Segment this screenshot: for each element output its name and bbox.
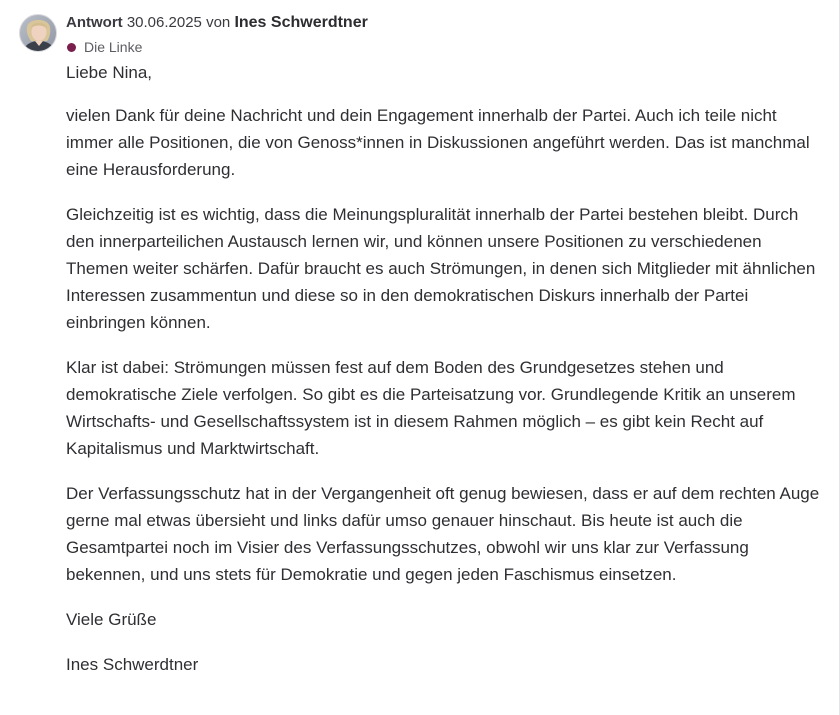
answer-header — [66, 12, 368, 34]
answer-date: 30.06.2025 — [126, 14, 202, 31]
letter-paragraph: Gleichzeitig ist es wichtig, dass die Meinungspluralität innerhalb der Partei bestehen bleibt. Durch den innerparteilichen Austausch lernen wir, und können unsere Positionen zu verschiedenen Themen weiter schärfen. Dafür braucht es auch Strömungen, in denen sich Mitglieder mit ähnlichen Interessen zusammentun und diese so in den demokratischen Diskurs innerhalb der Partei einbringen können. — [66, 205, 816, 332]
author-avatar[interactable] — [19, 14, 57, 52]
letter-greeting: Liebe Nina, — [66, 63, 153, 82]
party-line — [66, 37, 142, 57]
party-name: Die Linke — [84, 39, 143, 55]
author-name-link[interactable]: Ines Schwerdtner — [234, 14, 368, 31]
letter-closing: Viele Grüße — [66, 610, 157, 629]
answer-label: Antwort — [66, 14, 123, 31]
by-word: von — [206, 14, 231, 31]
letter-signature: Ines Schwerdtner — [66, 655, 199, 674]
avatar-portrait-image — [20, 15, 57, 52]
letter-paragraph: vielen Dank für deine Nachricht und dein Engagement innerhalb der Partei. Auch ich teile nicht immer alle Positionen, die von Genoss*innen in Diskussionen angeführt werden. Das ist manchmal eine Herausforderung. — [66, 106, 810, 179]
answer-body — [66, 59, 826, 696]
letter-paragraph: Der Verfassungsschutz hat in der Vergangenheit oft genug bewiesen, dass er auf dem rechten Auge gerne mal etwas übersieht und links dafür umso genauer hinschaut. Bis heute ist auch die Gesamtpartei noch im Visier des Verfassungsschutzes, obwohl wir uns klar zur Verfassung bekennen, und uns stets für Demokratie und gegen jeden Faschismus einsetzen. — [66, 484, 820, 584]
party-color-dot — [67, 43, 76, 52]
letter-paragraph: Klar ist dabei: Strömungen müssen fest auf dem Boden des Grundgesetzes stehen und demokratische Ziele verfolgen. So gibt es die Parteisatzung vor. Grundlegende Kritik an unserem Wirtschafts- und Gesellschaftssystem ist in diesem Rahmen möglich – es gibt kein Recht auf Kapitalismus und Marktwirtschaft. — [66, 358, 796, 458]
